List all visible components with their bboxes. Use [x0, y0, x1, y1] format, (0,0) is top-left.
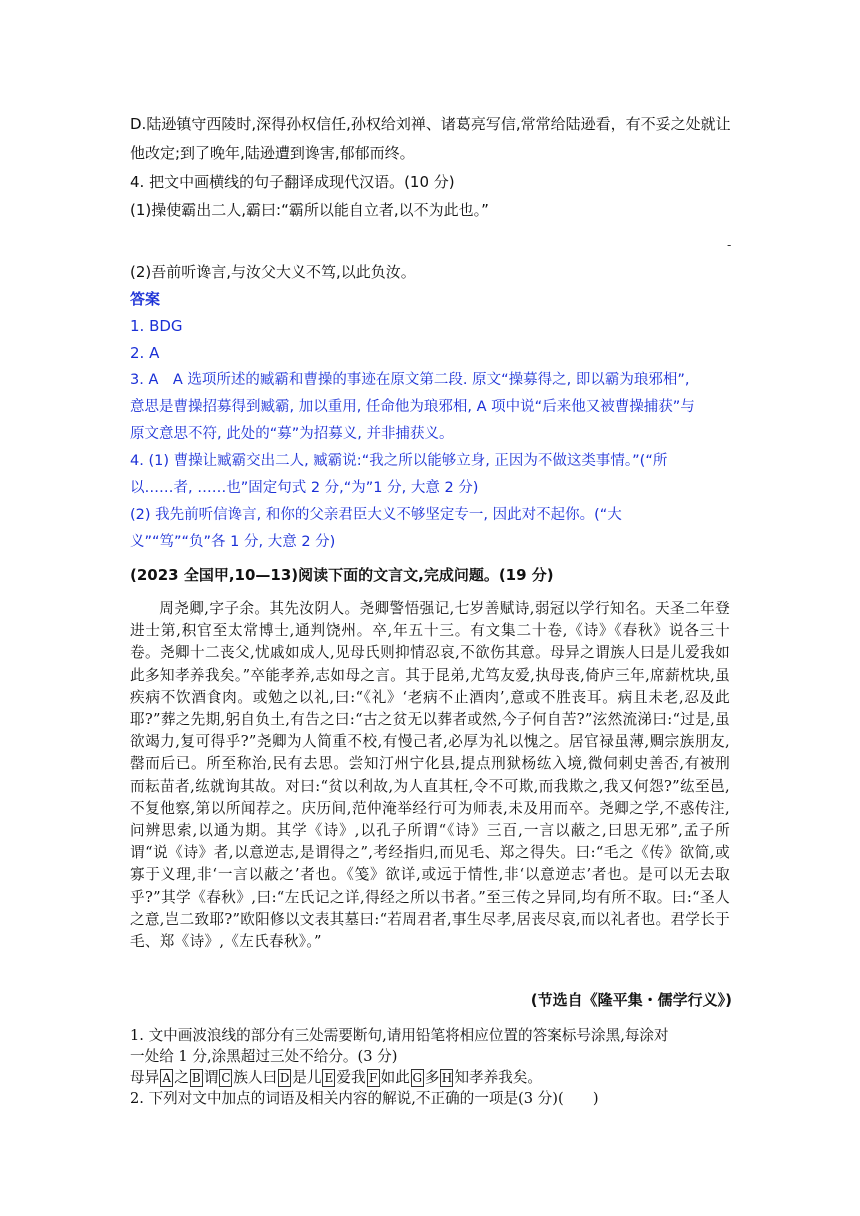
break-option-box[interactable]: F [367, 1069, 380, 1087]
break-option-box[interactable]: H [441, 1071, 453, 1085]
option-d-line-2: 他改定;到了晚年,陆逊遭到谗害,郁郁而终。 [130, 144, 415, 162]
section-heading: (2023 全国甲,10—13)阅读下面的文言文,完成问题。(19 分) [130, 566, 554, 584]
answer-4-line-4: 义”“笃”“负”各 1 分, 大意 2 分) [130, 534, 336, 550]
question-4-2: (2)吾前听谗言,与汝父大义不笃,以此负汝。 [130, 263, 416, 281]
break-segment: 族人曰 [233, 1069, 278, 1086]
break-segment: 是儿 [292, 1069, 322, 1086]
answer-3-line-2: 意思是曹操招募得到臧霸, 加以重用, 任命他为琅邪相, A 项中说“后来他又被曹操捕获”与 [130, 399, 695, 415]
classical-passage: 周尧卿,字子余。其先汝阴人。尧卿警悟强记,七岁善赋诗,弱冠以学行知名。天圣二年登进士第,积官至太常博士,通判饶州。卒,年五十三。有文集二十卷,《诗》《春秋》说各三十卷。尧卿十二丧父,忧戚如成人,见母氏则抑情忍哀,不欲伤其意。母异之谓族人曰是儿爱我如此多知孝养我矣。”卒能孝养,志如母之言。其于昆弟,尤笃友爱,执母丧,倚庐三年,席薪枕块,虽疾病不饮酒食肉。或勉之以礼,曰:“《礼》‘老病不止酒肉’,意或不胜丧耳。病且未老,忍及此耶?”葬之先期,躬自负土,有告之曰:“古之贫无以葬者或然,今子何自苦?”泫然流涕曰:“过是,虽欲竭力,复可得乎?”尧卿为人简重不校,有慢己者,必厚为礼以愧之。居官禄虽薄,赒宗族朋友,罄而后已。所至称治,民有去思。尝知汀州宁化县,提点刑狱杨纮入境,微伺刺史善否,有被刑而耘苗者,纮就询其故。对曰:“贫以利故,为人直其枉,令不可欺,而我欺之,我又何怨?”纮至邑,不复他察,第以所闻荐之。庆历间,范仲淹举经行可为师表,未及用而卒。尧卿之学,不惑传注,问辨思索,以通为期。其学《诗》,以孔子所谓“《诗》三百,一言以蔽之,曰思无邪”,孟子所谓“说《诗》者,以意逆志,是谓得之”,考经指归,而见毛、郑之得失。曰:“毛之《传》欲简,或寡于义理,非‘一言以蔽之’者也。《笺》欲详,或远于情性,非‘以意逆志’者也。是可以无去取乎?”其学《春秋》,曰:“左氏记之详,得经之所以书者。”至三传之异同,均有所不取。曰:“圣人之意,岂二致耶?”欧阳修以文表其墓曰:“若周君者,事生尽孝,居丧尽哀,而以礼者也。君学长于毛、郑《诗》,《左氏春秋》。” [130, 600, 730, 951]
answer-4-line-3: (2) 我先前听信谗言, 和你的父亲君臣大义不够坚定专一, 因此对不起你。(“大 [130, 507, 622, 523]
break-options [130, 1067, 730, 1088]
break-segment: 谓 [203, 1069, 219, 1086]
answer-4-line-1: 4. (1) 曹操让臧霸交出二人, 臧霸说:“我之所以能够立身, 正因为不做这类事情。”(“所 [130, 453, 668, 469]
answer-4-line-2: 以……者, ……也”固定句式 2 分,“为”1 分, 大意 2 分) [130, 480, 479, 496]
break-option-box[interactable]: A [160, 1069, 173, 1087]
source-citation: (节选自《隆平集・儒学行义》) [530, 991, 732, 1009]
break-segment: 如此 [380, 1069, 410, 1086]
break-option-box[interactable]: G [412, 1071, 423, 1085]
break-option-box[interactable]: C [221, 1071, 231, 1085]
break-segment: 之 [174, 1069, 189, 1086]
break-segment: 母异 [130, 1069, 160, 1086]
break-segment: 多 [424, 1069, 440, 1086]
question-1-stem [130, 1025, 730, 1109]
question-4: 4. 把文中画横线的句子翻译成现代汉语。(10 分) [130, 173, 455, 191]
question-1-line-2: 一处给 1 分,涂黑超过三处不给分。(3 分) [130, 1048, 398, 1065]
break-segment: 爱我 [336, 1069, 366, 1086]
answer-1: 1. BDG [130, 317, 183, 335]
question-4-1: (1)操使霸出二人,霸曰:“霸所以能自立者,以不为此也。” [130, 201, 489, 219]
question-2: 2. 下列对文中加点的词语及相关内容的解说,不正确的一项是(3 分)( ) [130, 1090, 599, 1107]
answer-3-line-1: 3. A A 选项所述的臧霸和曹操的事迹在原文第二段. 原文“操募得之, 即以霸为琅邪相”, [130, 372, 690, 388]
break-option-box[interactable]: E [322, 1069, 335, 1087]
question-1-line-1: 1. 文中画波浪线的部分有三处需要断句,请用铅笔将相应位置的答案标号涂黑,每涂对 [130, 1027, 669, 1044]
answer-heading: 答案 [130, 290, 161, 308]
option-d-line-1: D.陆逊镇守西陵时,深得孙权信任,孙权给刘禅、诸葛亮写信,常常给陆逊看，有不妥之处就让 [130, 115, 731, 133]
answer-3-line-3: 原文意思不符, 此处的“募”为招募义, 并非捕获义。 [130, 426, 454, 442]
break-option-box[interactable]: B [190, 1069, 203, 1087]
answer-2: 2. A [130, 344, 160, 362]
break-option-box[interactable]: D [279, 1071, 290, 1085]
stray-mark: - [727, 238, 732, 252]
break-segment: 知孝养我矣。 [454, 1069, 543, 1086]
